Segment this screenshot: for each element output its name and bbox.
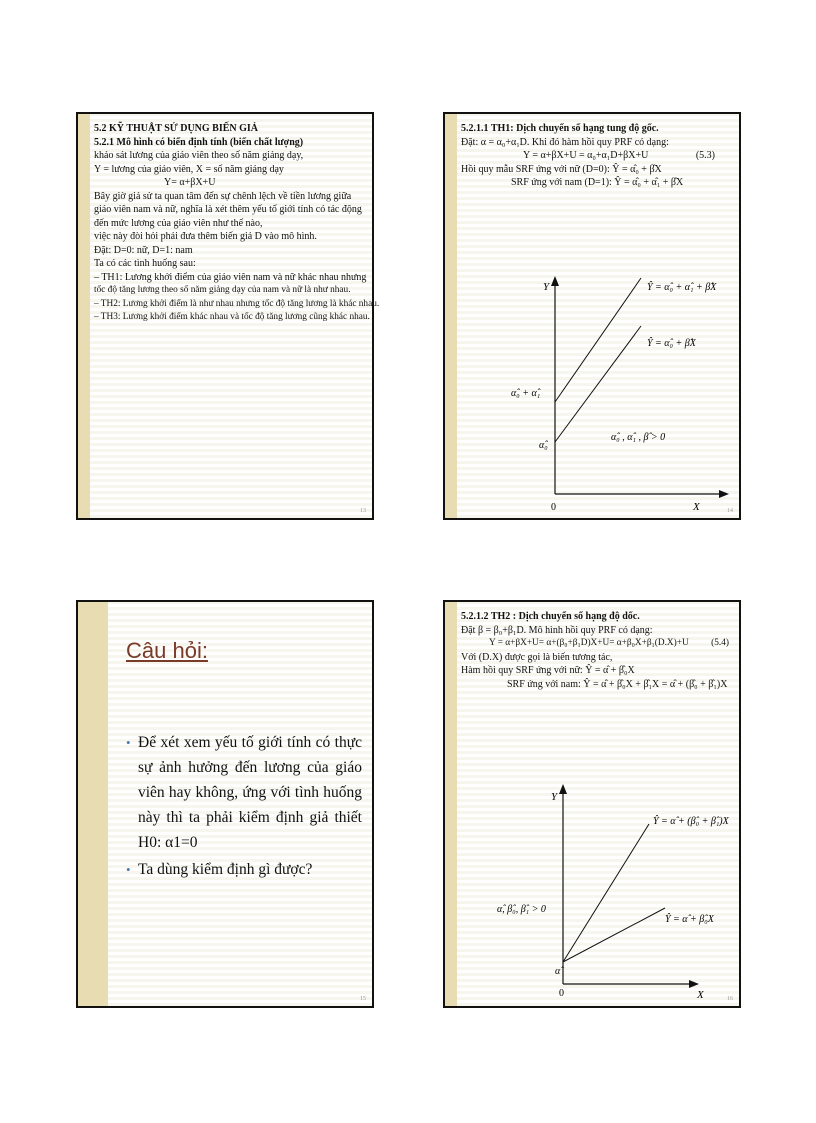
slide-strip [445,602,457,1006]
x-axis-label: X [693,501,700,513]
text-line: – TH3: Lương khởi điểm khác nhau và tốc độ tăng lương cũng khác nhau. [94,312,370,322]
text-line: SRF ứng với nam (D=1): Ŷ = α̂₀ + α̂₁ + β̂X [511,177,684,188]
text-line: đến mức lương của giáo viên như thế nào, [94,217,263,229]
text-line: giáo viên nam và nữ, nghĩa là xét thêm yếu tố giới tính có tác động [94,204,362,215]
upper-line-label: Ŷ = α̂ + (β̂₀ + β̂₁)X [653,816,729,827]
bullet-text: Ta dùng kiểm định gì được? [138,861,313,878]
text-line: tốc độ tăng lương theo số năm giảng dạy của nam và nữ là như nhau. [94,285,351,295]
lower-intercept-label: α̂₀ [539,440,548,451]
bullet-icon: • [126,862,131,877]
page-number: 16 [727,996,733,1002]
text-line: khảo sát lương của giáo viên theo số năm giảng dạy, [94,150,304,161]
text-line: SRF ứng với nam: Ŷ = α̂ + β̂₀X + β̂₁X = α̂ + (β̂₀ + β̂₁)X [507,678,728,690]
text-line: Với (D.X) được gọi là biến tương tác, [461,651,613,663]
text-line: Hồi quy mẫu SRF ứng với nữ (D=0): Ŷ = α̂₀ + β̂X [461,163,662,175]
x-axis-arrow [719,490,729,498]
slide-1 [76,112,380,520]
upper-regression-line [563,824,649,962]
equation-number: (5.4) [711,638,729,648]
slide-1-content [94,122,380,512]
origin-label: 0 [559,988,564,999]
text-line: – TH2: Lương khởi điểm là như nhau nhưng tốc độ tăng lương là khác nhau. [94,298,380,309]
equation-number: (5.3) [695,150,715,161]
slide-2-heading: 5.2.1.1 TH1: Dịch chuyển số hạng tung độ gốc. [461,123,659,134]
slide-strip [78,114,90,518]
x-axis-label: X [697,989,704,1001]
question-list [126,730,362,884]
list-item [126,857,362,882]
slide-4-heading: 5.2.1.2 TH2 : Dịch chuyển số hạng độ dốc. [461,611,640,622]
condition-label: α̂, β̂₀, β̂₁ > 0 [497,904,546,915]
page-number: 13 [360,508,366,514]
upper-line-label: Ŷ = α̂₀ + α̂₁ + β̂X [647,282,717,293]
text-line: Hàm hồi quy SRF ứng với nữ: Ŷ = α̂ + β̂₀X [461,665,635,676]
text-line: – TH1: Lương khởi điểm của giáo viên nam và nữ khác nhau nhưng [94,271,367,283]
equation-row [461,149,733,163]
y-axis-arrow [551,276,559,286]
slide-3-title: Câu hỏi: [126,638,208,663]
text-line: Đặt β = β₀+β₁D. Mô hình hồi quy PRF có dạng: [461,624,653,636]
text-line: Y = lương của giáo viên, X = số năm giảng dạy [94,163,284,175]
y-axis-label: Y [543,281,550,293]
bullet-text: Để xét xem yếu tố giới tính có thực sự ảnh hưởng đến lương của giáo viên hay không, ứng với tình huống này thì ta phải kiểm định giả thiết H0: α1=0 [138,734,362,851]
lower-regression-line [563,908,665,962]
slide-1-subheading: 5.2.1 Mô hình có biến định tính (biến chất lượng) [94,136,304,148]
upper-intercept-label: α̂₀ + α̂₁ [511,388,541,399]
y-axis-arrow [559,784,567,794]
page-number: 14 [727,508,733,514]
intercept-label: α̂ [555,966,561,977]
text-line: Bây giờ giả sử ta quan tâm đến sự chênh lệch về tiền lương giữa [94,190,352,202]
condition-label: α̂₀ , α̂₁ , β̂ > 0 [611,432,666,443]
lower-line-label: Ŷ = α̂₀ + β̂X [647,338,696,349]
y-axis-label: Y [551,791,558,803]
list-item [126,730,362,855]
slide-3 [76,600,374,1008]
text-line: Đặt: α = α₀+α₁D. Khi đó hàm hồi quy PRF có dạng: [461,136,669,148]
bullet-icon: • [126,735,131,750]
x-axis-arrow [689,980,699,988]
th2-graph [461,762,731,1002]
prf-equation: Y = α+βX+U= α+(β₀+β₁D)X+U= α+β₀X+β₁(D.X)+U [489,638,689,648]
text-line: Đặt: D=0: nữ, D=1: nam [94,244,193,256]
page-number: 15 [360,996,366,1002]
equation-row [461,637,733,651]
slide-4 [443,600,741,1008]
slide-1-heading: 5.2 KỸ THUẬT SỬ DỤNG BIẾN GIẢ [94,123,259,134]
text-line: Ta có các tình huống sau: [94,258,196,269]
prf-equation: Y = α+βX+U = α₀+α₁D+βX+U [523,150,649,161]
model-equation: Y= α+βX+U [164,177,216,188]
slide-strip [445,114,457,518]
origin-label: 0 [551,502,556,513]
lower-line-label: Ŷ = α̂ + β̂₀X [665,914,714,925]
slide-2 [443,112,741,520]
text-line: việc này đòi hỏi phải đưa thêm biến giả D vào mô hình. [94,231,317,242]
slide-strip [78,602,108,1006]
